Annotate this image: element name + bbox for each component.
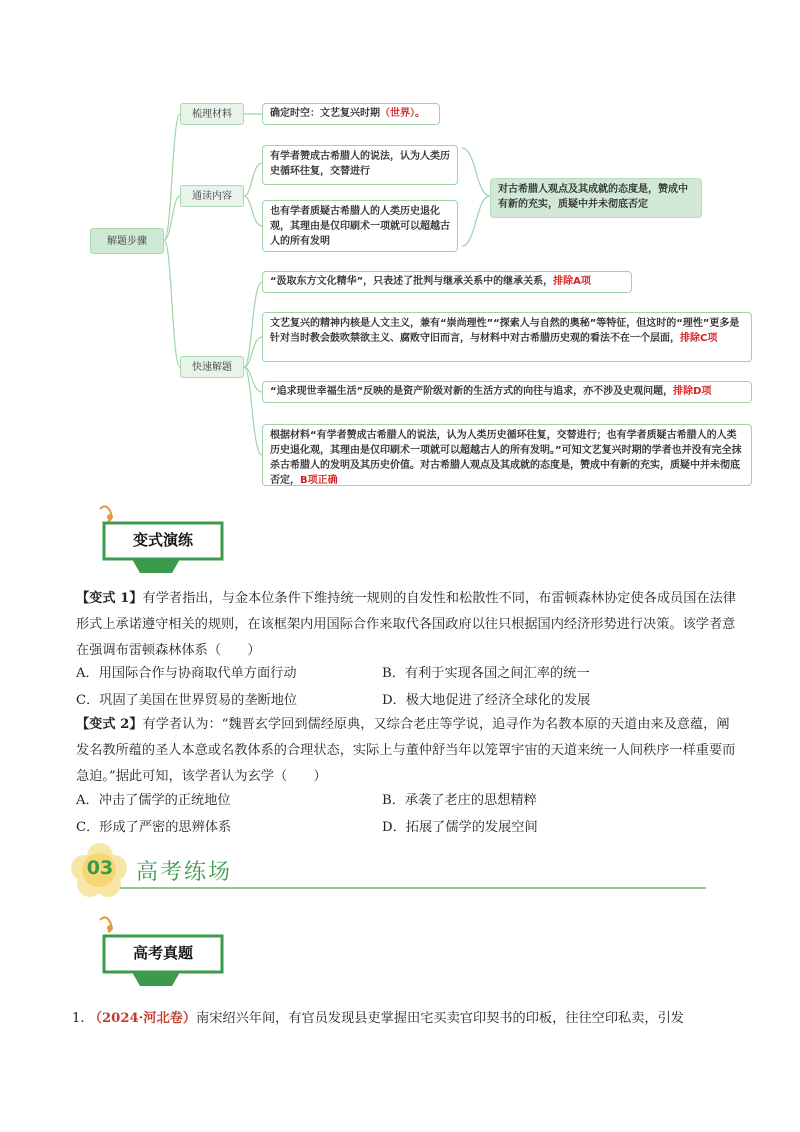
exam-questions-title: 高考真题: [132, 944, 193, 962]
time-space-text: 确定时空：文艺复兴时期: [270, 108, 380, 119]
question1-source: （2024·河北卷）: [88, 1011, 197, 1026]
variant-practice-banner: [92, 503, 232, 583]
question1-number: 1.: [72, 1011, 85, 1026]
mindmap-box-exclude-a: [262, 271, 632, 293]
variant2-option-a[interactable]: A．冲击了儒学的正统地位: [76, 793, 231, 808]
exclude-d-red: 排除D项: [673, 386, 712, 397]
exclude-d-text: “追求现世幸福生活”反映的是资产阶级对新的生活方式的向往与追求，亦不涉及史观问题，: [270, 386, 674, 397]
exam-questions-banner: [92, 914, 232, 994]
variant1-stem: 有学者指出，与金本位条件下维持统一规则的自发性和松散性不同，布雷顿森林协定使各成员国在法律形式上承诺遵守相关的规则，在该框架内用国际合作来取代各国政府以往只根据国内经济形势进行决策。该学者意在强调布雷顿森林体系（ ）: [76, 591, 736, 658]
variant1-question: [76, 586, 736, 664]
exclude-c-red: 排除C项: [680, 333, 718, 344]
section-03-header: [70, 842, 710, 898]
mindmap-root: 解题步骤: [90, 228, 164, 254]
variant2-option-d[interactable]: D．拓展了儒学的发展空间: [382, 820, 538, 835]
question1: [72, 1006, 742, 1032]
mindmap-box-exclude-d: [262, 381, 752, 403]
exclude-a-text: “汲取东方文化精华”，只表述了批判与继承关系中的继承关系，: [270, 276, 554, 287]
section-03-underline: [120, 887, 706, 889]
variant2-option-c[interactable]: C．形成了严密的思辨体系: [76, 820, 232, 835]
variant1-option-a[interactable]: A．用国际合作与协商取代单方面行动: [76, 666, 297, 681]
mindmap-box-exclude-c: [262, 312, 752, 362]
b-correct-red: B项正确: [300, 475, 338, 486]
b-correct-text: 根据材料“有学者赞成古希腊人的说法，认为人类历史循环往复，交替进行；也有学者质疑古希腊人的人类历史退化观，其理由是仅印刷术一项就可以超越古人的所有发明。”可知文艺复兴时期的学者也并没有完全抹杀古希腊人的发明及其历史价值。对古希腊人观点及其成就的态度是，赞成中有新的充实，质疑中并未彻底否定，: [270, 430, 742, 486]
question1-text: 南宋绍兴年间，有官员发现县吏掌握田宅买卖官印契书的印板，往往空印私卖，引发: [196, 1011, 684, 1026]
mindmap-summary-attitude: 对古希腊人观点及其成就的态度是，赞成中有新的充实，质疑中并未彻底否定: [490, 178, 702, 218]
mindmap-box-approve-greek: 有学者赞成古希腊人的说法，认为人类历史循环往复，交替进行: [262, 145, 458, 185]
mindmap-branch-quick-solve: 快速解题: [180, 356, 244, 378]
mindmap-box-question-greek: 也有学者质疑古希腊人的人类历史退化观，其理由是仅印刷术一项就可以超越古人的所有发明: [262, 200, 458, 252]
variant1-option-c[interactable]: C．巩固了美国在世界贸易的垄断地位: [76, 693, 298, 708]
mindmap-branch-read-content: 通读内容: [180, 185, 244, 207]
variant2-stem: 有学者认为：“魏晋玄学回到儒经原典，又综合老庄等学说，追寻作为名教本原的天道由来及意蕴，阐发名教所蕴的圣人本意或名教体系的合理状态，实际上与董仲舒当年以笼罩宇宙的天道来统一人间秩序一样重要而急迫。”据此可知，该学者认为玄学（ ）: [76, 717, 736, 784]
variant2-question: [76, 712, 736, 790]
mindmap-box-time-space: [262, 103, 440, 125]
variant1-option-d[interactable]: D．极大地促进了经济全球化的发展: [382, 693, 591, 708]
variant1-option-b[interactable]: B．有利于实现各国之间汇率的统一: [382, 666, 590, 681]
time-space-red: （世界）。: [380, 108, 425, 119]
variant2-tag: 【变式 2】: [76, 717, 143, 732]
exclude-c-text: 文艺复兴的精神内核是人文主义，兼有“崇尚理性”“探索人与自然的奥秘”等特征，但这时的“理性”更多是针对当时教会鼓吹禁欲主义、腐败守旧而言，与材料中对古希腊历史观的看法不在一个层面，: [270, 318, 740, 344]
mindmap-branch-sort-material: 梳理材料: [180, 103, 244, 125]
section-03-title: 高考练场: [136, 860, 233, 885]
section-03-number: 03: [86, 857, 114, 879]
variant1-tag: 【变式 1】: [76, 591, 143, 606]
variant2-option-b[interactable]: B．承袭了老庄的思想精粹: [382, 793, 537, 808]
mindmap-box-b-correct: [262, 424, 752, 486]
variant-practice-title: 变式演练: [132, 531, 193, 549]
exclude-a-red: 排除A项: [553, 276, 591, 287]
